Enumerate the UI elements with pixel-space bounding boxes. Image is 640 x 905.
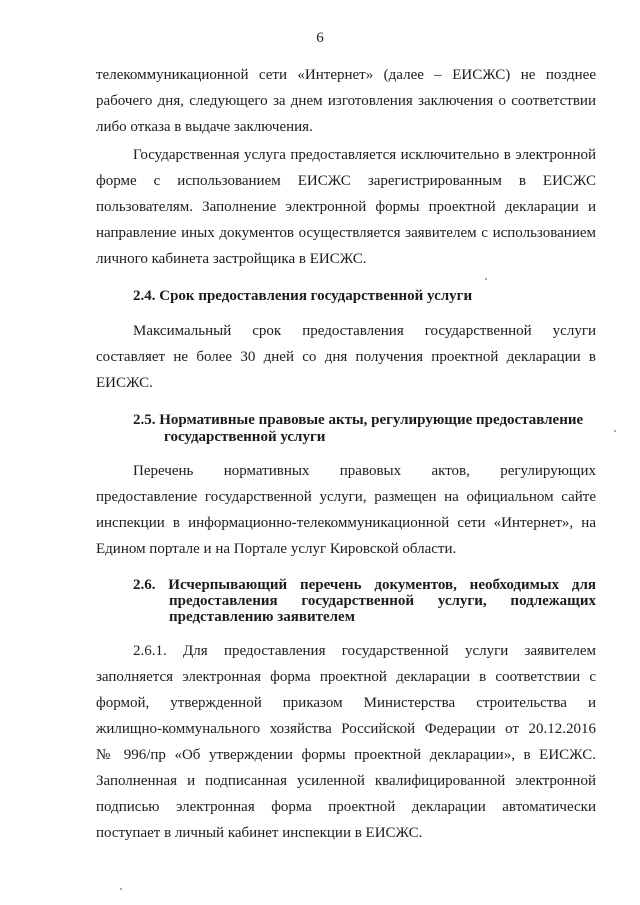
page-number: 6 — [316, 30, 324, 46]
paragraph-line: Государственная услуга предоставляется исключительно в электронной — [133, 147, 596, 163]
section-heading-2-6: предоставления государственной услуги, подлежащих — [169, 593, 596, 609]
paragraph-line: телекоммуникационной сети «Интернет» (далее – ЕИСЖС) не позднее — [96, 67, 596, 83]
paragraph-line: Едином портале и на Портале услуг Кировской области. — [96, 541, 457, 557]
section-heading-2-5: 2.5. Нормативные правовые акты, регулирующие предоставление — [133, 412, 584, 428]
paragraph-line: 2.6.1. Для предоставления государственной услуги заявителем — [133, 643, 596, 659]
paragraph-line: поступает в личный кабинет инспекции в ЕИСЖС. — [96, 825, 423, 841]
paragraph-line: направление иных документов осуществляется заявителем с использованием — [96, 225, 596, 241]
scan-speck — [120, 888, 122, 890]
section-heading-2-6: представлению заявителем — [169, 609, 355, 625]
paragraph-line: Заполненная и подписанная усиленной квалифицированной электронной — [96, 773, 596, 789]
section-heading-2-6: 2.6. Исчерпывающий перечень документов, необходимых для — [133, 577, 596, 593]
paragraph-line: подписью электронная форма проектной декларации автоматически — [96, 799, 596, 815]
paragraph-line: личного кабинета застройщика в ЕИСЖС. — [96, 251, 367, 267]
scan-speck — [614, 430, 616, 432]
paragraph-line: составляет не более 30 дней со дня получения проектной декларации в — [96, 349, 596, 365]
paragraph-line: жилищно-коммунального хозяйства Российской Федерации от 20.12.2016 — [96, 721, 596, 737]
paragraph-line: ЕИСЖС. — [96, 375, 153, 391]
paragraph-line: пользователям. Заполнение электронной формы проектной декларации и — [96, 199, 596, 215]
paragraph-line: формой, утвержденной приказом Министерства строительства и — [96, 695, 596, 711]
paragraph-line: форме с использованием ЕИСЖС зарегистрированным в ЕИСЖС — [96, 173, 596, 189]
paragraph-line: предоставление государственной услуги, размещен на официальном сайте — [96, 489, 596, 505]
paragraph-line: либо отказа в выдаче заключения. — [96, 119, 313, 135]
paragraph-line: Максимальный срок предоставления государственной услуги — [133, 323, 596, 339]
paragraph-line: рабочего дня, следующего за днем изготовления заключения о соответствии — [96, 93, 596, 109]
section-heading-2-4: 2.4. Срок предоставления государственной услуги — [133, 288, 473, 304]
paragraph-line: Перечень нормативных правовых актов, регулирующих — [133, 463, 596, 479]
paragraph-line: инспекции в информационно-телекоммуникационной сети «Интернет», на — [96, 515, 596, 531]
scan-speck — [485, 278, 487, 280]
section-heading-2-5: государственной услуги — [164, 429, 326, 445]
paragraph-line: № 996/пр «Об утверждении формы проектной декларации», в ЕИСЖС. — [96, 747, 596, 763]
paragraph-line: заполняется электронная форма проектной декларации в соответствии с — [96, 669, 596, 685]
